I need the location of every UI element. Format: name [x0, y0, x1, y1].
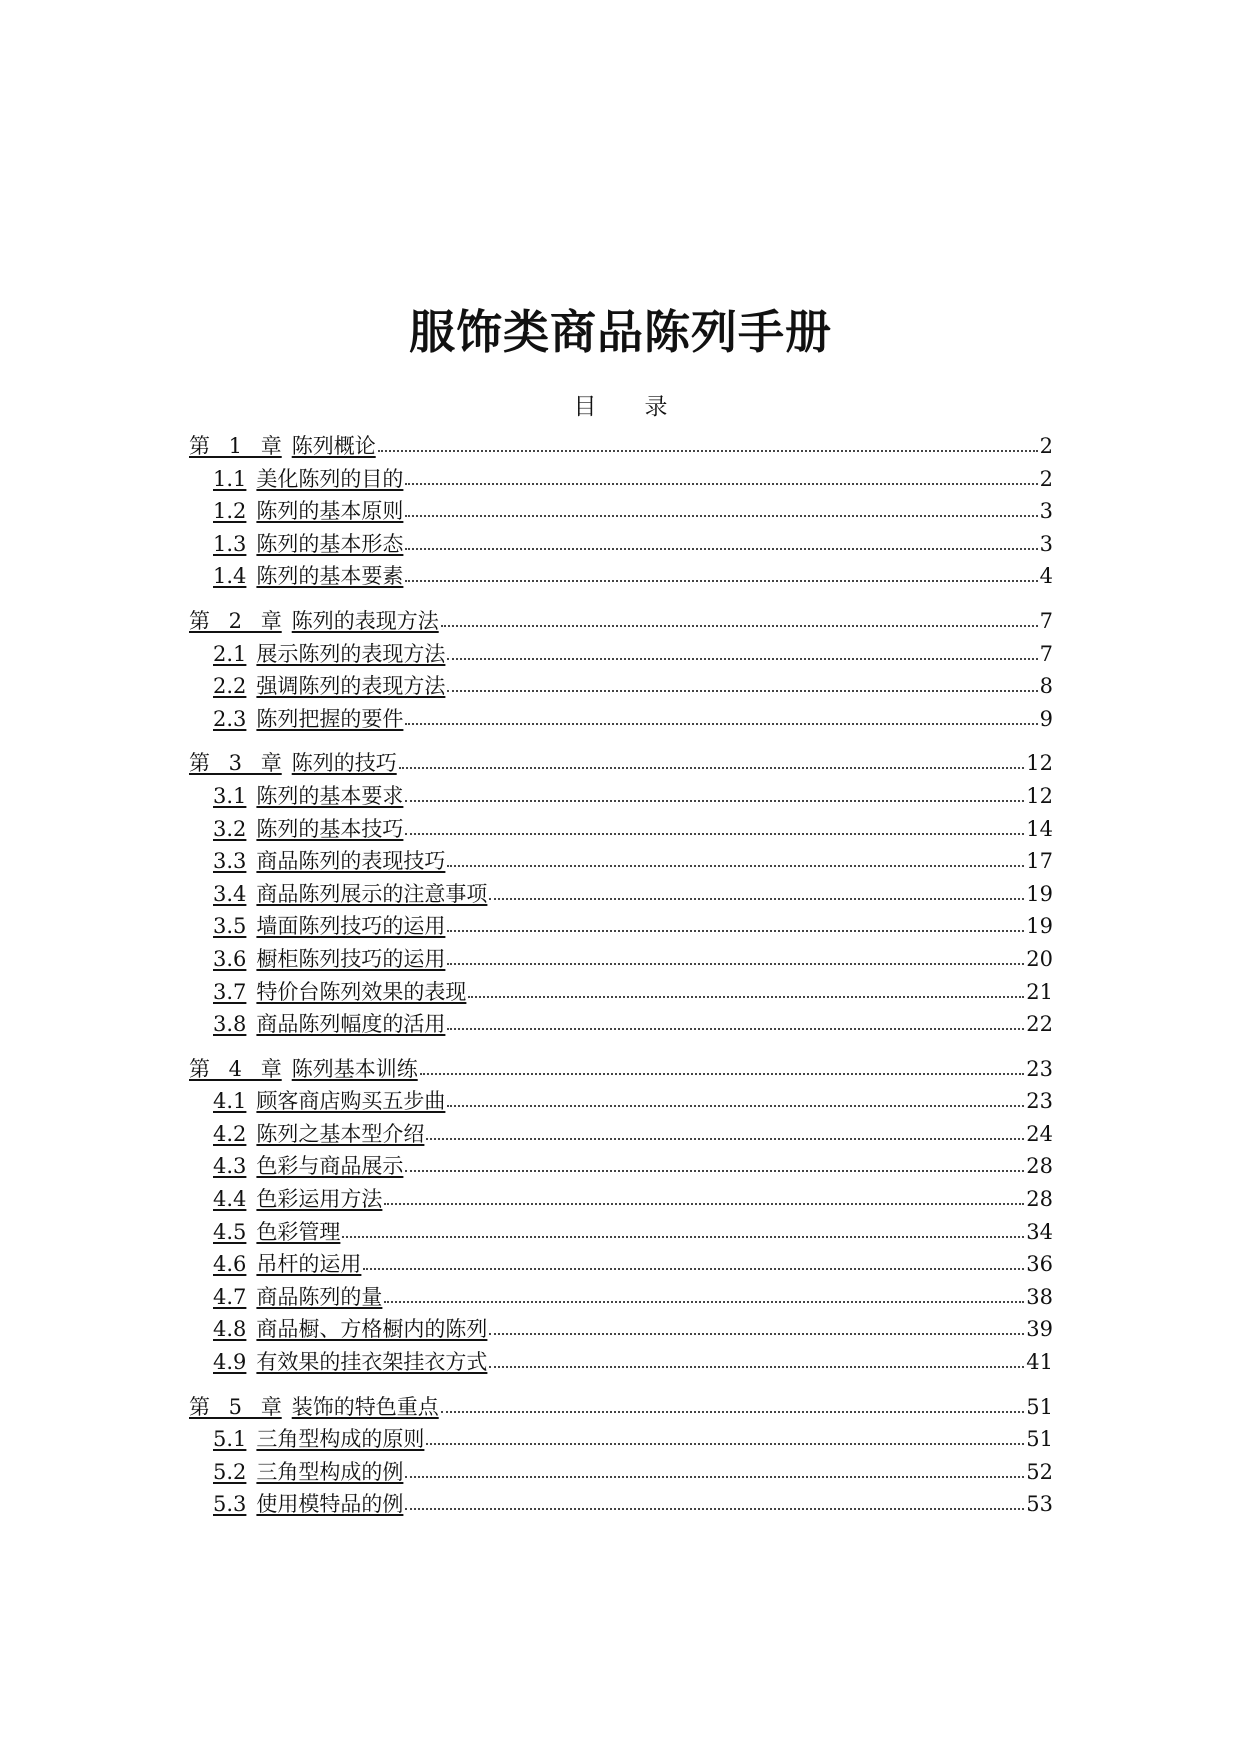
toc-page-number: 51	[1026, 1394, 1053, 1419]
toc-page-number: 20	[1026, 946, 1053, 971]
toc-dot-leader	[342, 1236, 1024, 1238]
toc-entry-link[interactable]	[213, 1183, 382, 1216]
toc-section-entry[interactable]	[189, 910, 1053, 943]
toc-dot-leader	[441, 1411, 1025, 1413]
toc-section-entry[interactable]	[189, 1346, 1053, 1379]
toc-entry-number: 4.6	[213, 1252, 247, 1277]
toc-entry-number: 1.2	[213, 499, 247, 524]
toc-dot-leader	[489, 1366, 1024, 1368]
toc-entry-title: 商品橱、方格橱内的陈列	[256, 1317, 488, 1342]
toc-dot-leader	[420, 1073, 1025, 1075]
toc-section-entry[interactable]	[189, 1313, 1053, 1346]
toc-dot-leader	[405, 483, 1037, 485]
toc-entry-title: 陈列的基本技巧	[256, 816, 404, 841]
toc-entry-title: 色彩与商品展示	[256, 1154, 404, 1179]
toc-entry-number: 4.9	[213, 1350, 247, 1375]
toc-page-number: 3	[1039, 499, 1053, 524]
toc-entry-number: 4.5	[213, 1219, 247, 1244]
toc-entry-link[interactable]	[213, 1216, 340, 1249]
toc-page-number: 53	[1026, 1492, 1053, 1517]
toc-entry-link[interactable]	[213, 670, 445, 703]
toc-entry-title: 商品陈列的表现技巧	[256, 849, 446, 874]
toc-page-number: 23	[1026, 1089, 1053, 1114]
toc-section-entry[interactable]	[189, 780, 1053, 813]
toc-entry-link[interactable]	[213, 943, 445, 976]
toc-page-number: 12	[1026, 751, 1053, 776]
toc-dot-leader	[489, 898, 1024, 900]
toc-section-entry[interactable]	[189, 528, 1053, 561]
toc-chapter-entry[interactable]	[189, 747, 1053, 780]
toc-entry-number: 4.7	[213, 1284, 247, 1309]
toc-dot-leader	[468, 996, 1024, 998]
toc-entry-title: 陈列概论	[291, 434, 376, 458]
toc-entry-title: 色彩运用方法	[256, 1187, 383, 1212]
toc-dot-leader	[405, 800, 1024, 802]
toc-entry-title: 强调陈列的表现方法	[256, 674, 446, 699]
toc-entry-number: 3.7	[213, 979, 247, 1004]
toc-entry-number: 4.3	[213, 1154, 247, 1179]
toc-entry-title: 装饰的特色重点	[291, 1394, 439, 1419]
toc-entry-link[interactable]	[189, 430, 376, 463]
toc-entry-title: 顾客商店购买五步曲	[256, 1089, 446, 1114]
toc-entry-number: 3.8	[213, 1012, 247, 1037]
toc-entry-number: 5.1	[213, 1427, 247, 1452]
toc-entry-link[interactable]	[213, 976, 466, 1009]
toc-section-entry[interactable]	[189, 495, 1053, 528]
toc-entry-number: 5.2	[213, 1459, 247, 1484]
toc-page-number: 51	[1026, 1427, 1053, 1452]
toc-entry-number: 3.2	[213, 816, 247, 841]
toc-section-entry[interactable]	[189, 1008, 1053, 1041]
toc-entry-link[interactable]	[213, 638, 445, 671]
toc-section-entry[interactable]	[189, 1183, 1053, 1216]
toc-section-entry[interactable]	[189, 1118, 1053, 1151]
toc-entry-link[interactable]	[213, 528, 403, 561]
toc-dot-leader	[405, 515, 1037, 517]
toc-page-number: 52	[1026, 1459, 1053, 1484]
toc-section-entry[interactable]	[189, 1488, 1053, 1521]
toc-entry-number: 1.1	[213, 466, 247, 491]
toc-dot-leader	[447, 690, 1037, 692]
toc-entry-number: 5.3	[213, 1492, 247, 1517]
toc-page-number: 19	[1026, 914, 1053, 939]
toc-page-number: 9	[1039, 706, 1053, 731]
toc-page-number: 12	[1026, 783, 1053, 808]
toc-chapter-entry[interactable]	[189, 1391, 1053, 1424]
toc-entry-number: 1.4	[213, 564, 247, 589]
toc-entry-title: 商品陈列幅度的活用	[256, 1012, 446, 1037]
toc-page-number: 3	[1039, 531, 1053, 556]
toc-chapter-entry[interactable]	[189, 430, 1053, 463]
toc-entry-link[interactable]	[213, 845, 445, 878]
toc-section-entry[interactable]	[189, 1248, 1053, 1281]
toc-page-number: 21	[1026, 979, 1053, 1004]
toc-section-entry[interactable]	[189, 1150, 1053, 1183]
toc-entry-title: 色彩管理	[256, 1219, 341, 1244]
toc-dot-leader	[405, 1170, 1024, 1172]
toc-page-number: 8	[1039, 674, 1053, 699]
toc-entry-title: 三角型构成的原则	[256, 1427, 425, 1452]
toc-entry-link[interactable]	[213, 780, 403, 813]
toc-page-number: 2	[1039, 466, 1053, 491]
toc-entry-number: 第 3 章	[189, 751, 282, 776]
toc-entry-title: 吊杆的运用	[256, 1252, 362, 1277]
toc-entry-title: 特价台陈列效果的表现	[256, 979, 467, 1004]
toc-entry-link[interactable]	[213, 1248, 361, 1281]
toc-entry-link[interactable]	[213, 813, 403, 846]
toc-dot-leader	[363, 1268, 1024, 1270]
toc-entry-title: 陈列基本训练	[291, 1056, 418, 1081]
toc-entry-link[interactable]	[213, 878, 487, 911]
toc-section-entry[interactable]	[189, 845, 1053, 878]
toc-entry-link[interactable]	[213, 1488, 403, 1521]
toc-section-entry[interactable]	[189, 1281, 1053, 1314]
toc-entry-number: 2.1	[213, 641, 247, 666]
toc-dot-leader	[447, 1028, 1024, 1030]
toc-entry-number: 2.3	[213, 706, 247, 731]
toc-page-number: 41	[1026, 1350, 1053, 1375]
toc-entry-title: 陈列的基本形态	[256, 531, 404, 556]
toc-entry-link[interactable]	[213, 1346, 487, 1379]
toc-entry-title: 陈列的基本要素	[256, 564, 404, 589]
toc-dot-leader	[447, 930, 1024, 932]
toc-entry-title: 陈列把握的要件	[256, 706, 404, 731]
toc-page-number: 28	[1026, 1187, 1053, 1212]
toc-section-entry[interactable]	[189, 1456, 1053, 1489]
toc-dot-leader	[447, 963, 1024, 965]
toc-entry-link[interactable]	[213, 495, 403, 528]
toc-entry-link[interactable]	[213, 1281, 382, 1314]
toc-page-number: 28	[1026, 1154, 1053, 1179]
toc-entry-title: 有效果的挂衣架挂衣方式	[256, 1350, 488, 1375]
toc-section-entry[interactable]	[189, 943, 1053, 976]
toc-dot-leader	[378, 450, 1038, 452]
toc-entry-title: 展示陈列的表现方法	[256, 641, 446, 666]
toc-entry-link[interactable]	[189, 747, 397, 780]
toc-entry-link[interactable]	[213, 1313, 487, 1346]
toc-entry-number: 4.1	[213, 1089, 247, 1114]
toc-entry-number: 第 4 章	[189, 1056, 282, 1081]
toc-entry-title: 墙面陈列技巧的运用	[256, 914, 446, 939]
toc-entry-title: 美化陈列的目的	[256, 466, 404, 491]
toc-page-number: 4	[1039, 564, 1053, 589]
toc-page-number: 17	[1026, 849, 1053, 874]
toc-section-entry[interactable]	[189, 703, 1053, 736]
toc-entry-link[interactable]	[189, 605, 439, 638]
toc-dot-leader	[447, 865, 1024, 867]
toc-page-number: 34	[1026, 1219, 1053, 1244]
toc-page-number: 19	[1026, 881, 1053, 906]
toc-dot-leader	[399, 767, 1025, 769]
toc-page-number: 36	[1026, 1252, 1053, 1277]
toc-entry-number: 3.3	[213, 849, 247, 874]
toc-entry-number: 3.4	[213, 881, 247, 906]
toc-entry-link[interactable]	[213, 1008, 445, 1041]
document-title: 服饰类商品陈列手册	[409, 305, 832, 359]
toc-dot-leader	[405, 1476, 1024, 1478]
toc-entry-link[interactable]	[213, 1085, 445, 1118]
toc-entry-title: 陈列的基本要求	[256, 783, 404, 808]
toc-section-entry[interactable]	[189, 560, 1053, 593]
toc-section-entry[interactable]	[189, 976, 1053, 1009]
toc-dot-leader	[405, 548, 1037, 550]
toc-section-entry[interactable]	[189, 670, 1053, 703]
toc-entry-link[interactable]	[213, 463, 403, 496]
toc-page-number: 7	[1039, 608, 1053, 633]
toc-section-entry[interactable]	[189, 1085, 1053, 1118]
toc-page-number: 2	[1039, 434, 1053, 458]
toc-page-number: 7	[1039, 641, 1053, 666]
toc-dot-leader	[384, 1301, 1024, 1303]
toc-dot-leader	[426, 1443, 1024, 1445]
toc-page-number: 23	[1026, 1056, 1053, 1081]
toc-entry-number: 第 2 章	[189, 608, 282, 633]
toc-entry-number: 1.3	[213, 531, 247, 556]
toc-section-entry[interactable]	[189, 1216, 1053, 1249]
toc-entry-title: 陈列的基本原则	[256, 499, 404, 524]
toc-entry-title: 商品陈列的量	[256, 1284, 383, 1309]
toc-entry-title: 陈列之基本型介绍	[256, 1121, 425, 1146]
toc-entry-link[interactable]	[213, 1423, 424, 1456]
toc-entry-link[interactable]	[213, 1150, 403, 1183]
toc-section-entry[interactable]	[189, 463, 1053, 496]
toc-dot-leader	[441, 625, 1038, 627]
toc-entry-link[interactable]	[213, 1118, 424, 1151]
toc-dot-leader	[405, 723, 1037, 725]
toc-page-number: 14	[1026, 816, 1053, 841]
toc-entry-link[interactable]	[213, 1456, 403, 1489]
toc-entry-number: 第 1 章	[189, 434, 282, 458]
toc-entry-title: 陈列的技巧	[291, 751, 397, 776]
toc-entry-title: 橱柜陈列技巧的运用	[256, 946, 446, 971]
toc-section-entry[interactable]	[189, 878, 1053, 911]
toc-entry-title: 三角型构成的例	[256, 1459, 404, 1484]
toc-dot-leader	[447, 658, 1037, 660]
toc-section-entry[interactable]	[189, 1423, 1053, 1456]
toc-entry-number: 4.8	[213, 1317, 247, 1342]
toc-entry-title: 商品陈列展示的注意事项	[256, 881, 488, 906]
toc-entry-number: 第 5 章	[189, 1394, 282, 1419]
toc-entry-title: 陈列的表现方法	[291, 608, 439, 633]
toc-entry-link[interactable]	[213, 703, 403, 736]
toc-dot-leader	[489, 1333, 1024, 1335]
toc-page-number: 39	[1026, 1317, 1053, 1342]
toc-entry-number: 4.2	[213, 1121, 247, 1146]
toc-dot-leader	[405, 580, 1037, 582]
toc-chapter-entry[interactable]	[189, 605, 1053, 638]
toc-entry-number: 4.4	[213, 1187, 247, 1212]
toc-section-entry[interactable]	[189, 813, 1053, 846]
toc-entry-number: 3.5	[213, 914, 247, 939]
toc-section-entry[interactable]	[189, 638, 1053, 671]
toc-dot-leader	[447, 1105, 1024, 1107]
toc-entry-link[interactable]	[213, 910, 445, 943]
table-of-contents	[189, 430, 1053, 1521]
toc-heading: 目录	[573, 394, 716, 420]
toc-entry-number: 3.6	[213, 946, 247, 971]
toc-dot-leader	[405, 1508, 1024, 1510]
toc-dot-leader	[384, 1203, 1024, 1205]
toc-page-number: 24	[1026, 1121, 1053, 1146]
toc-page-number: 38	[1026, 1284, 1053, 1309]
toc-dot-leader	[426, 1138, 1024, 1140]
toc-chapter-entry[interactable]	[189, 1053, 1053, 1086]
toc-page-number: 22	[1026, 1012, 1053, 1037]
toc-entry-number: 2.2	[213, 674, 247, 699]
toc-entry-link[interactable]	[189, 1391, 439, 1424]
toc-entry-link[interactable]	[189, 1053, 418, 1086]
toc-entry-link[interactable]	[213, 560, 403, 593]
toc-dot-leader	[405, 833, 1024, 835]
toc-entry-title: 使用模特品的例	[256, 1492, 404, 1517]
toc-entry-number: 3.1	[213, 783, 247, 808]
